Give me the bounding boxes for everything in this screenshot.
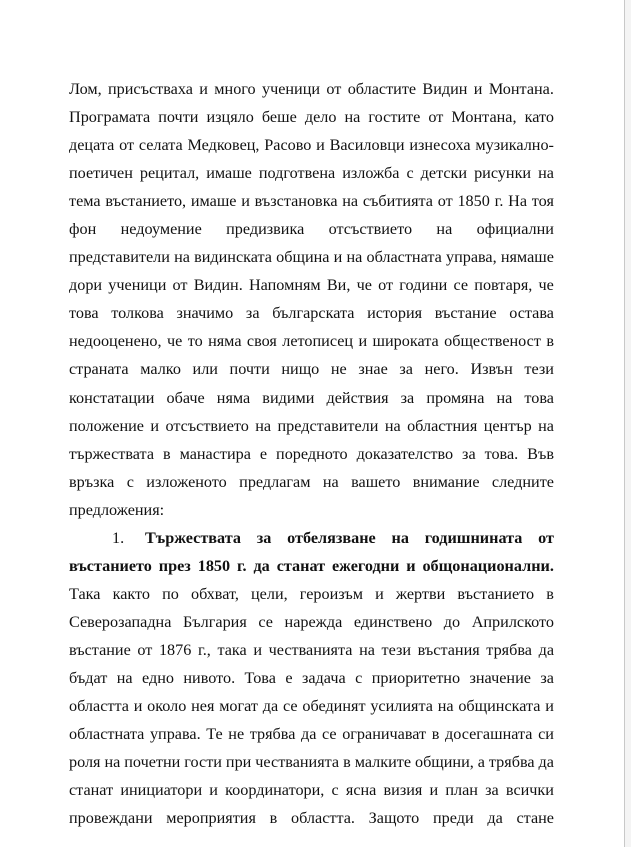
- word: недоумение: [120, 220, 202, 239]
- word: на: [116, 668, 133, 687]
- word: недооценено,: [69, 332, 162, 351]
- word: мероприятия: [166, 809, 256, 828]
- word: на: [174, 248, 190, 267]
- word: за: [485, 781, 499, 800]
- word: история: [367, 304, 423, 323]
- text-line: [69, 776, 554, 804]
- word: или: [192, 360, 218, 379]
- text-line: [69, 215, 554, 243]
- list-item-1-heading: [145, 524, 554, 552]
- word: в: [162, 444, 171, 463]
- word: на: [538, 164, 554, 183]
- word: и: [333, 248, 343, 267]
- word: Тържествата: [145, 528, 241, 547]
- word: общонационални.: [422, 556, 554, 575]
- word: отбелязване: [287, 528, 376, 547]
- word: в: [546, 584, 554, 603]
- word: малките: [354, 753, 412, 772]
- word: от: [428, 108, 444, 127]
- word: около: [147, 697, 187, 716]
- word: няма: [208, 332, 242, 351]
- word: трябва: [249, 725, 296, 744]
- word: въстанието,: [105, 192, 187, 211]
- text-line: [69, 103, 554, 131]
- word: дело: [304, 108, 337, 127]
- word: на: [496, 388, 513, 407]
- word: за: [540, 668, 554, 687]
- word: г.: [237, 556, 247, 575]
- text-line: [69, 748, 554, 776]
- word: център: [483, 416, 532, 435]
- word: няма: [216, 388, 251, 407]
- list-item-number: 1.: [112, 528, 125, 547]
- word: по: [162, 584, 179, 603]
- word: отсъствието: [328, 220, 413, 239]
- word: общини,: [414, 753, 474, 772]
- word: координатори,: [225, 781, 325, 800]
- word: събитията: [362, 192, 433, 211]
- word: на: [437, 697, 454, 716]
- word: поредното: [276, 444, 348, 463]
- word: провеждани: [69, 809, 153, 828]
- word: не: [330, 360, 347, 379]
- word: констатации: [69, 388, 155, 407]
- word: Извън: [470, 360, 513, 379]
- word: и: [133, 697, 143, 716]
- word: официални: [476, 220, 554, 239]
- word: обединят: [302, 697, 366, 716]
- word: доказателство: [356, 444, 454, 463]
- word: областта: [69, 697, 129, 716]
- word: на: [359, 640, 375, 659]
- word: нея: [191, 697, 215, 716]
- word: и: [241, 192, 250, 211]
- word: на: [391, 528, 409, 547]
- word: община: [276, 248, 330, 267]
- text-line: [69, 243, 554, 271]
- word: България: [183, 612, 247, 631]
- word: да: [301, 725, 317, 744]
- word: както: [112, 584, 151, 603]
- word: областната: [69, 725, 145, 744]
- word: Напомням: [248, 276, 321, 295]
- word: като: [524, 108, 554, 127]
- word: видинската: [194, 248, 272, 267]
- word: и: [253, 640, 262, 659]
- text-line: [69, 664, 554, 692]
- word: областта.: [291, 809, 355, 828]
- word: имаше: [206, 164, 252, 183]
- word: 1850: [197, 556, 231, 575]
- word: гостите: [368, 108, 421, 127]
- word: 1850: [457, 192, 490, 211]
- word: детски: [420, 164, 468, 183]
- word: е: [259, 444, 268, 463]
- text-line: [69, 412, 554, 440]
- word: ученици: [108, 276, 167, 295]
- word: от: [378, 276, 394, 295]
- word: Програмата: [69, 108, 151, 127]
- word: Монтана,: [451, 108, 517, 127]
- document-body: [69, 75, 554, 832]
- word: Василовци: [329, 136, 405, 155]
- word: трябва: [488, 753, 535, 772]
- word: то: [187, 332, 203, 351]
- word: се: [283, 697, 298, 716]
- word: Видин: [422, 80, 468, 98]
- word: за: [462, 444, 476, 463]
- text-line: [69, 440, 554, 468]
- text-line: [69, 384, 554, 412]
- word: честванията: [255, 753, 340, 772]
- word: да: [253, 556, 270, 575]
- word: нивото.: [183, 668, 236, 687]
- list-item-1-heading-line-2: [69, 552, 554, 580]
- word: Северозападна: [69, 612, 172, 631]
- word: беше: [261, 108, 297, 127]
- word: въстания: [417, 640, 480, 659]
- word: нарежда: [284, 612, 343, 631]
- word: визия: [383, 781, 423, 800]
- word: с: [126, 472, 134, 491]
- paragraph-item-1-body: [69, 580, 554, 832]
- word: за: [256, 528, 272, 547]
- word: това: [524, 388, 554, 407]
- word: и: [209, 781, 218, 800]
- word: и: [150, 416, 160, 435]
- word: е: [285, 668, 293, 687]
- word: На: [508, 192, 528, 211]
- word: че: [166, 332, 183, 351]
- word: годишнината: [424, 528, 523, 547]
- word: в: [269, 809, 278, 828]
- word: дори: [69, 276, 103, 295]
- word: за: [245, 304, 260, 323]
- word: почти: [158, 108, 199, 127]
- text-line: [69, 355, 554, 383]
- word: се: [258, 612, 273, 631]
- word: децата: [69, 136, 115, 155]
- word: да: [487, 809, 503, 828]
- word: обаче: [166, 388, 205, 407]
- word: значение: [469, 668, 531, 687]
- word: областния: [407, 416, 478, 435]
- word: него.: [424, 360, 459, 379]
- word: въстанието: [457, 584, 535, 603]
- text-line: [69, 692, 554, 720]
- word: фон: [69, 220, 97, 239]
- word: въстанието: [69, 556, 152, 575]
- word: на: [322, 472, 339, 491]
- word: г.: [494, 192, 504, 211]
- word: при: [225, 753, 252, 772]
- text-line: [69, 496, 554, 524]
- word: Във: [527, 444, 554, 463]
- word: летописец: [282, 332, 354, 351]
- word: години: [399, 276, 448, 295]
- text-line: [69, 720, 554, 748]
- word: ежегодни: [331, 556, 400, 575]
- word: поетичен: [69, 164, 133, 183]
- word: въстание: [69, 640, 131, 659]
- word: на: [344, 108, 361, 127]
- word: бъдат: [69, 668, 108, 687]
- word: жертви: [395, 584, 446, 603]
- word: управа.: [149, 725, 201, 744]
- word: единствено: [353, 612, 433, 631]
- word: да: [538, 753, 554, 772]
- word: връзка: [69, 472, 115, 491]
- text-line: [69, 804, 554, 832]
- word: представители: [277, 416, 379, 435]
- word: Те: [206, 725, 223, 744]
- word: Лом,: [69, 80, 102, 98]
- word: остава: [509, 304, 554, 323]
- text-line: [69, 468, 554, 496]
- word: страната: [69, 360, 129, 379]
- word: промяна: [426, 388, 485, 407]
- word: общественост: [444, 332, 541, 351]
- word: Априлското: [471, 612, 554, 631]
- word: отсъствието: [165, 416, 249, 435]
- word: възстановка: [254, 192, 338, 211]
- word: на: [384, 416, 401, 435]
- text-line: [69, 131, 554, 159]
- word: инициатори: [120, 781, 203, 800]
- text-line: [69, 580, 554, 608]
- word: и: [429, 781, 439, 800]
- word: тема: [69, 192, 101, 211]
- list-item-1-heading-line-1: [69, 524, 554, 552]
- word: в: [343, 753, 351, 772]
- word: знае: [358, 360, 388, 379]
- word: г.,: [197, 640, 211, 659]
- word: на: [255, 416, 272, 435]
- word: героизъм: [299, 584, 363, 603]
- word: широката: [372, 332, 439, 351]
- word: подготвена: [258, 164, 336, 183]
- word: не: [228, 725, 245, 744]
- word: а: [477, 753, 485, 772]
- word: тези: [524, 360, 554, 379]
- word: за: [400, 388, 415, 407]
- word: и: [545, 697, 554, 716]
- word: тоя: [531, 192, 554, 211]
- page-gutter: [625, 0, 631, 847]
- word: от: [119, 136, 135, 155]
- word: стане: [516, 809, 554, 828]
- word: на: [342, 192, 359, 211]
- word: имаше: [190, 192, 237, 211]
- word: предложения:: [69, 500, 165, 519]
- text-line: [69, 327, 554, 355]
- word: изложба: [342, 164, 400, 183]
- word: това.: [484, 444, 519, 463]
- word: на: [436, 220, 453, 239]
- word: значимо: [176, 304, 234, 323]
- word: изложеното: [146, 472, 227, 491]
- word: малко: [140, 360, 181, 379]
- word: едно: [141, 668, 174, 687]
- word: на: [538, 416, 554, 435]
- word: видими: [262, 388, 315, 407]
- word: Медковец,: [187, 136, 260, 155]
- word: музикално-: [475, 136, 554, 155]
- word: рисунки: [474, 164, 532, 183]
- word: от: [326, 80, 342, 98]
- word: българската: [272, 304, 355, 323]
- word: изнесоха: [409, 136, 471, 155]
- word: честванията: [268, 640, 353, 659]
- word: план: [445, 781, 478, 800]
- word: нищо: [281, 360, 320, 379]
- word: нямаше: [500, 248, 554, 267]
- word: в: [431, 725, 440, 744]
- word: се: [453, 276, 469, 295]
- word: рецитал,: [139, 164, 200, 183]
- word: предлагам: [239, 472, 311, 491]
- word: почетни: [124, 753, 181, 772]
- word: манастира: [179, 444, 251, 463]
- word: Това: [244, 668, 276, 687]
- word: предизвика: [226, 220, 305, 239]
- word: ученици: [261, 80, 321, 98]
- word: през: [158, 556, 191, 575]
- word: че: [356, 276, 372, 295]
- word: Видин.: [193, 276, 243, 295]
- word: на: [104, 753, 121, 772]
- word: тези: [381, 640, 412, 659]
- word: с: [355, 668, 363, 687]
- word: да: [262, 697, 279, 716]
- word: внимание: [412, 472, 480, 491]
- word: преди: [432, 809, 474, 828]
- word: се: [322, 725, 337, 744]
- word: с: [406, 164, 414, 183]
- word: могат: [219, 697, 259, 716]
- word: представители: [69, 248, 170, 267]
- word: досегашната: [444, 725, 533, 744]
- word: в: [546, 332, 554, 351]
- text-line: [69, 271, 554, 299]
- word: следните: [491, 472, 554, 491]
- word: от: [137, 640, 153, 659]
- text-line: [69, 187, 554, 215]
- word: за: [399, 360, 413, 379]
- word: така: [217, 640, 247, 659]
- word: и: [316, 136, 325, 155]
- word: да: [538, 640, 554, 659]
- word: тържествата: [69, 444, 155, 463]
- text-line: [69, 75, 554, 103]
- word: от: [172, 276, 188, 295]
- word: областната: [366, 248, 442, 267]
- word: присъстваха: [108, 80, 193, 98]
- paragraph-intro: [69, 75, 554, 524]
- word: усилията: [370, 697, 433, 716]
- word: и: [473, 80, 483, 98]
- word: Ви,: [326, 276, 351, 295]
- word: Расово: [264, 136, 312, 155]
- word: селата: [138, 136, 183, 155]
- text-line: [69, 636, 554, 664]
- word: Защото: [368, 809, 420, 828]
- word: и: [199, 80, 208, 98]
- word: задача: [301, 668, 346, 687]
- word: повтаря,: [474, 276, 533, 295]
- word: и: [406, 556, 416, 575]
- word: цели,: [251, 584, 288, 603]
- word: общинската: [458, 697, 541, 716]
- word: положение: [69, 416, 144, 435]
- word: Монтана.: [488, 80, 554, 98]
- word: почти: [229, 360, 270, 379]
- word: и: [375, 584, 384, 603]
- word: вашето: [351, 472, 401, 491]
- word: това: [69, 304, 99, 323]
- word: Така: [69, 584, 101, 603]
- word: че: [538, 276, 554, 295]
- word: си: [538, 725, 554, 744]
- word: своя: [246, 332, 277, 351]
- word: действия: [326, 388, 389, 407]
- word: гости: [184, 753, 222, 772]
- text-line: [69, 159, 554, 187]
- word: изцяло: [206, 108, 254, 127]
- word: роля: [69, 753, 101, 772]
- word: управа,: [445, 248, 497, 267]
- word: станат: [69, 781, 114, 800]
- word: всички: [505, 781, 554, 800]
- word: с: [331, 781, 339, 800]
- text-line: [69, 299, 554, 327]
- word: на: [346, 248, 363, 267]
- word: обхват,: [191, 584, 239, 603]
- text-line: [69, 608, 554, 636]
- word: и: [358, 332, 368, 351]
- word: от: [538, 528, 554, 547]
- word: толкова: [111, 304, 164, 323]
- word: 1876: [158, 640, 192, 659]
- word: областите: [347, 80, 417, 98]
- word: ограничават: [342, 725, 427, 744]
- word: ясна: [345, 781, 377, 800]
- word: приоритетно: [371, 668, 461, 687]
- word: много: [214, 80, 256, 98]
- word: от: [437, 192, 453, 211]
- word: трябва: [486, 640, 532, 659]
- word: станат: [276, 556, 326, 575]
- word: въстание: [434, 304, 497, 323]
- word: до: [443, 612, 461, 631]
